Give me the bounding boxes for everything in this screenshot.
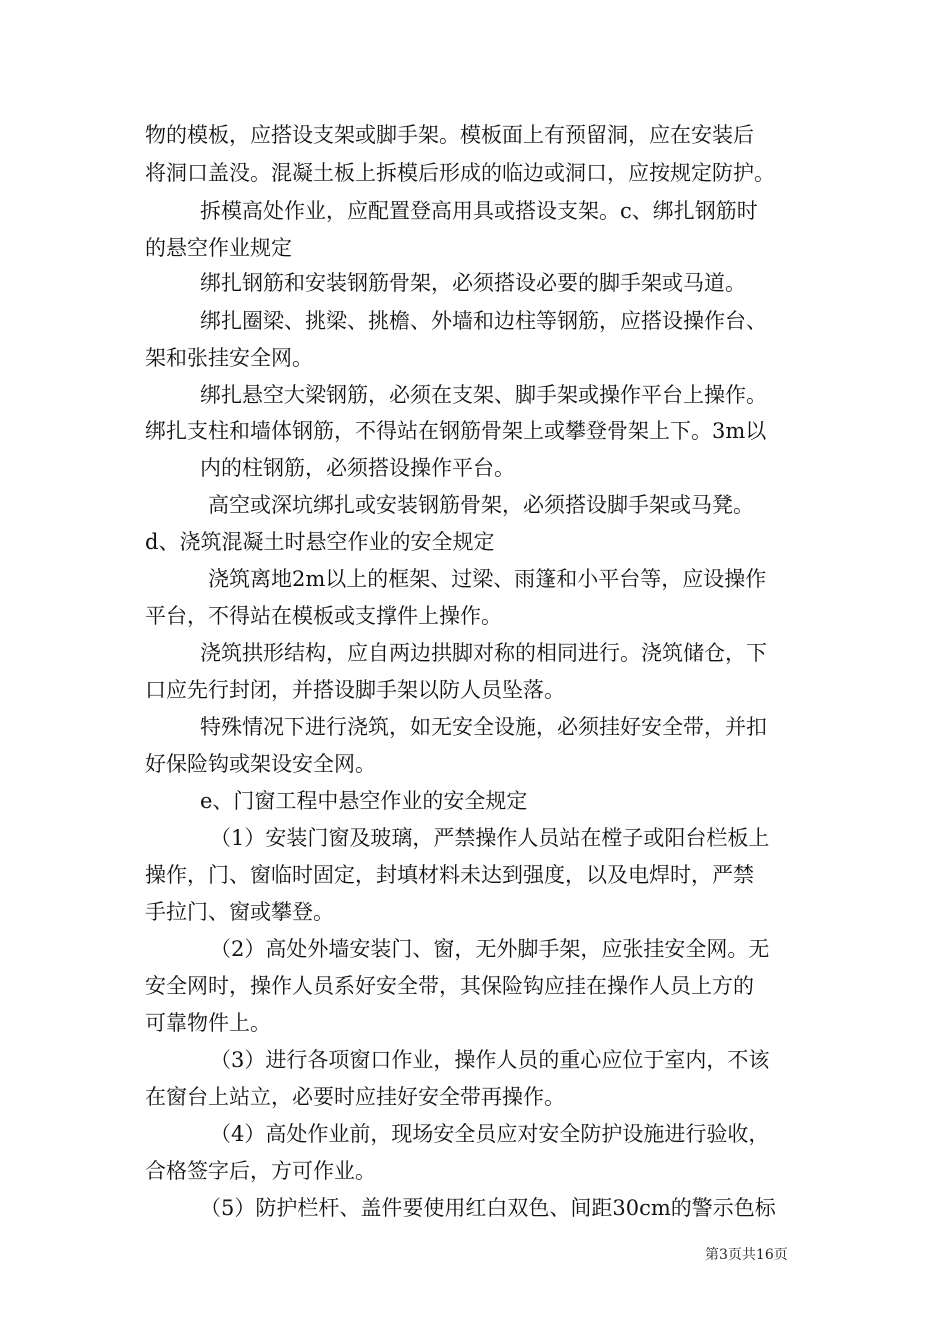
text-line: 安全网时，操作人员系好安全带，其保险钩应挂在操作人员上方的 <box>145 974 754 998</box>
text-line: 绑扎支柱和墙体钢筋，不得站在钢筋骨架上或攀登骨架上下。3m以 <box>145 419 767 443</box>
text-line: 合格签字后，方可作业。 <box>145 1159 376 1183</box>
text-line: （4）高处作业前，现场安全员应对安全防护设施进行验收， <box>210 1122 770 1146</box>
text-line: 绑扎圈梁、挑梁、挑檐、外墙和边柱等钢筋，应搭设操作台、 <box>200 309 767 333</box>
text-line: 浇筑拱形结构，应自两边拱脚对称的相同进行。浇筑储仓，下 <box>200 641 767 665</box>
text-line: 平台，不得站在模板或支撑件上操作。 <box>145 604 502 628</box>
text-line: 操作，门、窗临时固定，封填材料未达到强度，以及电焊时，严禁 <box>145 863 754 887</box>
text-line: 绑扎钢筋和安装钢筋骨架，必须搭设必要的脚手架或马道。 <box>200 271 746 295</box>
text-line: （2）高处外墙安装门、窗，无外脚手架，应张挂安全网。无 <box>210 937 770 961</box>
text-line: 物的模板，应搭设支架或脚手架。模板面上有预留洞，应在安装后 <box>145 123 754 147</box>
section-heading: e、门窗工程中悬空作业的安全规定 <box>200 789 528 813</box>
text-line: 将洞口盖没。混凝土板上拆模后形成的临边或洞口，应按规定防护。 <box>145 161 775 185</box>
text-line: 在窗台上站立，必要时应挂好安全带再操作。 <box>145 1085 565 1109</box>
text-line: （5）防护栏杆、盖件要使用红白双色、间距30cm的警示色标 <box>200 1196 776 1220</box>
text-line: （1）安装门窗及玻璃，严禁操作人员站在樘子或阳台栏板上 <box>210 826 770 850</box>
text-line: 的悬空作业规定 <box>145 236 292 260</box>
text-line: （3）进行各项窗口作业，操作人员的重心应位于室内，不该 <box>210 1048 770 1072</box>
text-line: 浇筑离地2m以上的框架、过梁、雨篷和小平台等，应设操作 <box>208 567 767 591</box>
text-line: 架和张挂安全网。 <box>145 346 313 370</box>
text-line: 绑扎悬空大梁钢筋，必须在支架、脚手架或操作平台上操作。 <box>200 383 767 407</box>
text-line: 高空或深坑绑扎或安装钢筋骨架，必须搭设脚手架或马凳。 <box>208 493 754 517</box>
text-line: 内的柱钢筋，必须搭设操作平台。 <box>200 456 515 480</box>
text-line: 口应先行封闭，并搭设脚手架以防人员坠落。 <box>145 678 565 702</box>
section-heading: d、浇筑混凝土时悬空作业的安全规定 <box>145 530 495 554</box>
text-line: 可靠物件上。 <box>145 1011 271 1035</box>
text-line: 特殊情况下进行浇筑，如无安全设施，必须挂好安全带，并扣 <box>200 715 767 739</box>
page-number: 第3页共16页 <box>705 1247 788 1263</box>
text-line: 好保险钩或架设安全网。 <box>145 752 376 776</box>
text-line: 拆模高处作业，应配置登高用具或搭设支架。c、绑扎钢筋时 <box>200 199 758 223</box>
text-line: 手拉门、窗或攀登。 <box>145 900 334 924</box>
